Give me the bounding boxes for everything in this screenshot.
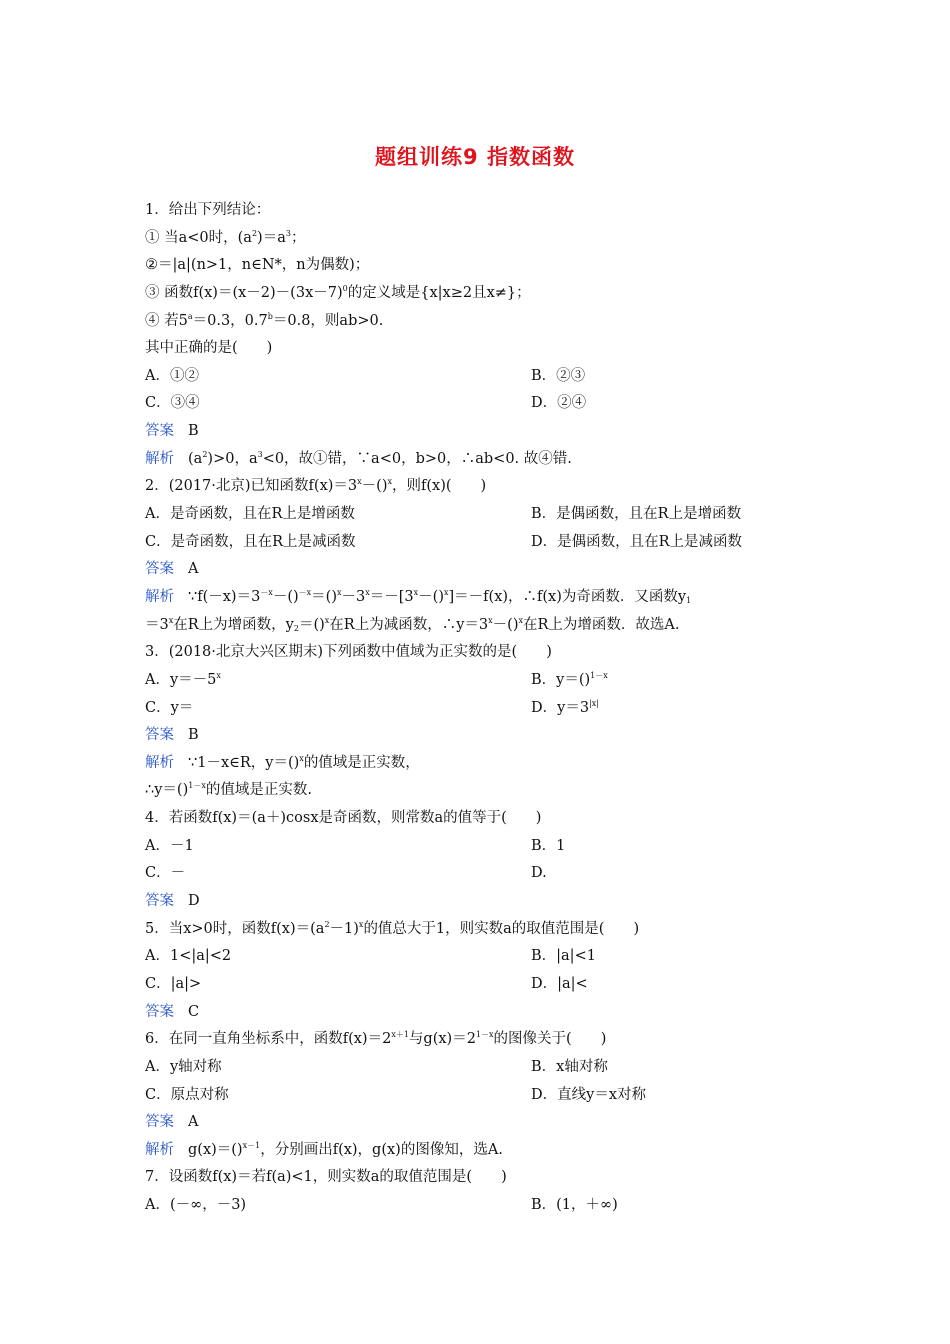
answer-label: 答案 [145,893,174,910]
option-b: B．(1，＋∞) [531,1197,618,1214]
option-a: A．－1 [145,837,194,854]
question-1-ask: 其中正确的是( ) [145,340,273,357]
option-c: C．原点对称 [145,1086,229,1103]
question-3-options-ab [145,667,810,695]
explanation-label: 解析 [145,1141,174,1158]
answer-label: 答案 [145,561,174,578]
question-4-answer: 答案 D [145,893,200,910]
question-6-options-cd [145,1082,810,1110]
question-2-options-cd [145,529,810,557]
option-a: A．①② [145,367,199,384]
answer-label: 答案 [145,423,174,440]
question-3-options-cd [145,695,810,723]
question-6-explanation: 解析 g(x)＝()$^{x-1}$，分别画出f(x)，g(x)的图像知，选A. [145,1140,503,1158]
question-1-stem: 1．给出下列结论： [145,202,271,218]
option-a: A．(－∞，－3) [145,1197,247,1214]
explanation-label: 解析 [145,450,174,467]
question-2-explanation: 解析 $\because f(-x)=3^{-x}-()^{-x}=()^x-3^x=-[3^x-()^x]=-f(x)$，∴f(x)为奇函数．又函数$y_1$ [145,587,692,605]
question-4-options-ab [145,833,810,861]
question-1-statement-1: ① 当a<0时，$(a^2)=a^3$； [145,228,306,246]
question-4-options-cd [145,860,810,888]
question-6-options-ab [145,1054,810,1082]
option-d: D．②④ [531,395,587,412]
option-a: A．1<|a|<2 [145,948,232,965]
question-3-explanation-cont: ∴y＝()$^{1-x}$的值域是正实数. [145,781,312,799]
question-1-statement-3: ③ 函数$f(x)=(x-2)-(3x-7)^0$的定义域是{x|x≥2且x≠}； [145,283,531,301]
question-5-answer: 答案 C [145,1003,200,1020]
option-d: D．$y=3^{|x|}$ [531,698,599,716]
question-1-statement-4: ④ 若$5^a=0.3$，0.7$^b$＝0.8，则ab>0. [145,311,384,329]
question-3-answer: 答案 B [145,727,199,744]
option-c: C．|a|> [145,975,202,992]
question-4-stem: 4．若函数f(x)＝(a＋)cosx是奇函数，则常数a的值等于( ) [145,810,542,827]
question-2-answer: 答案 A [145,561,199,578]
option-b: B．1 [531,837,566,854]
document-body [145,197,810,1220]
option-b: B．|a|<1 [531,948,596,965]
question-6-stem: 6．在同一直角坐标系中，函数$f(x)=2^{x+1}$与$g(x)=2^{1-x}$的图像关于( ) [145,1030,607,1048]
question-5-options-ab [145,943,810,971]
option-a: A．是奇函数，且在R上是增函数 [145,506,355,523]
option-b: B．y＝()$^{1-x}$ [531,670,608,688]
answer-label: 答案 [145,727,174,744]
question-3-stem: 3．(2018·北京大兴区期末)下列函数中值域为正实数的是( ) [145,644,552,661]
option-d: D．|a|< [531,975,588,992]
question-1-explanation: 解析 $(a^2)>0$，$a^3<0$，故①错，∵a<0，b>0，∴ab<0. 故④错. [145,449,572,467]
option-a: A．y轴对称 [145,1058,222,1075]
question-5-stem: 5．当x>0时，函数$f(x)=(a^2-1)^x$的值总大于1，则实数a的取值范围是( ) [145,919,640,937]
option-d: D．直线y＝x对称 [531,1086,646,1103]
question-7-stem: 7．设函数f(x)＝若f(a)<1，则实数a的取值范围是( ) [145,1169,507,1186]
question-2-explanation-cont: $=3^x$在R上为增函数，$y_2=()^x$在R上为减函数，$\therefore y=3^x-()^x$在R上为增函数．故选A. [145,615,680,633]
question-1-answer: 答案 B [145,423,199,440]
question-5-options-cd [145,971,810,999]
option-d: D. [531,865,547,882]
option-a: A．$y=-5^x$ [145,670,221,688]
question-3-explanation: 解析 ∵1－x∈R，y＝()$^x$的值域是正实数， [145,753,420,771]
answer-label: 答案 [145,1114,174,1131]
option-b: B．是偶函数，且在R上是增函数 [531,506,742,523]
explanation-label: 解析 [145,588,174,605]
option-c: C．y＝ [145,699,194,716]
option-c: C．－ [145,865,186,882]
option-c: C．③④ [145,395,200,412]
explanation-label: 解析 [145,754,174,771]
option-c: C．是奇函数，且在R上是减函数 [145,533,356,550]
question-2-stem: 2．(2017·北京)已知函数$f(x)=3^x-()^x$，则f(x)( ) [145,477,487,495]
page-title: 题组训练9 指数函数 [375,145,575,169]
option-d: D．是偶函数，且在R上是减函数 [531,533,743,550]
question-1-statement-2: ②＝|a|(n>1，n∈N*，n为偶数)； [145,257,370,274]
option-b: B．②③ [531,367,586,384]
answer-label: 答案 [145,1003,174,1020]
question-7-options-ab [145,1192,810,1220]
question-2-options-ab [145,501,810,529]
question-1-options-cd [145,390,810,418]
option-b: B．x轴对称 [531,1058,608,1075]
question-1-options-ab [145,363,810,391]
question-6-answer: 答案 A [145,1114,199,1131]
